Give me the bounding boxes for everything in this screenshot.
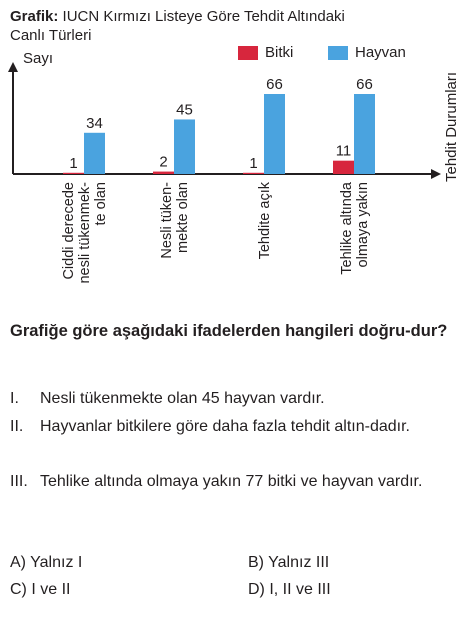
option-a-letter: A) xyxy=(10,554,26,571)
bar-bitki-1 xyxy=(63,173,84,174)
data-label-hayvan-1: 34 xyxy=(86,114,103,132)
bar-hayvan-2 xyxy=(174,119,195,174)
category-label-1-line-1: Ciddi derecede xyxy=(61,182,77,280)
chart-title-label: Grafik: xyxy=(10,8,59,25)
chart-subtitle: Canlı Türleri xyxy=(10,27,92,44)
option-d-letter: D) xyxy=(248,581,265,598)
option-a-text: Yalnız I xyxy=(30,554,83,571)
data-label-bitki-2: 2 xyxy=(159,153,168,171)
question-text: Grafiğe göre aşağıdaki ifadelerden hangileri doğru-dur? xyxy=(10,322,448,340)
option-b-text: Yalnız III xyxy=(268,554,330,571)
category-label-3 xyxy=(257,181,273,259)
data-label-bitki-3: 1 xyxy=(249,154,258,172)
category-label-2-line-1: Nesli tüken- xyxy=(159,182,175,259)
option-d-text: I, II ve III xyxy=(269,581,331,598)
data-label-hayvan-2: 45 xyxy=(176,101,193,119)
data-label-bitki-4: 11 xyxy=(335,142,352,160)
option-b[interactable] xyxy=(248,553,329,573)
option-a[interactable] xyxy=(10,553,82,573)
bar-hayvan-4 xyxy=(354,94,375,174)
option-b-letter: B) xyxy=(248,554,264,571)
statement-1-text: Nesli tükenmekte olan 45 hayvan vardır. xyxy=(40,390,325,407)
statement-3-number: III. xyxy=(10,473,28,490)
data-label-bitki-1: 1 xyxy=(69,154,78,172)
category-label-1-line-2: nesli tükenmek- xyxy=(77,182,93,284)
category-label-2-line-2: mekte olan xyxy=(175,182,191,253)
legend-label-bitki: Bitki xyxy=(265,44,294,61)
data-label-hayvan-4: 66 xyxy=(356,76,373,93)
option-d[interactable] xyxy=(248,580,331,600)
category-label-4-line-2: olmaya yakın xyxy=(355,182,371,268)
statement-2-number: II. xyxy=(10,418,24,435)
option-c-letter: C) xyxy=(10,581,27,598)
chart-title-text: IUCN Kırmızı Listeye Göre Tehdit Altındaki xyxy=(62,8,345,25)
category-label-3-line-1: Tehdite açık xyxy=(257,182,273,260)
option-c-text: I ve II xyxy=(31,581,71,598)
statement-1 xyxy=(10,386,465,411)
category-label-1 xyxy=(61,182,109,284)
category-label-4-line-1: Tehlike altında xyxy=(339,182,355,275)
bar-bitki-2 xyxy=(153,172,174,174)
x-axis-arrow xyxy=(431,169,441,179)
legend-label-hayvan: Hayvan xyxy=(355,44,406,61)
data-label-hayvan-3: 66 xyxy=(266,76,283,93)
statement-2 xyxy=(10,414,465,439)
category-label-4 xyxy=(339,181,371,275)
statement-3-text: Tehlike altında olmaya yakın 77 bitki ve hayvan vardır. xyxy=(40,473,423,490)
bar-hayvan-3 xyxy=(264,94,285,174)
y-axis-arrow xyxy=(8,62,18,72)
category-label-2 xyxy=(159,182,191,259)
statement-2-text: Hayvanlar bitkilere göre daha fazla tehdit altın-dadır. xyxy=(40,418,410,435)
bar-bitki-4 xyxy=(333,161,354,174)
y-axis-label: Sayı xyxy=(23,50,54,67)
statement-1-number: I. xyxy=(10,390,19,407)
x-axis-label: Tehdit Durumları xyxy=(443,71,460,182)
option-c[interactable] xyxy=(10,580,70,600)
bar-hayvan-1 xyxy=(84,133,105,174)
statement-3 xyxy=(10,469,465,494)
bar-bitki-3 xyxy=(243,173,264,174)
category-label-1-line-3: te olan xyxy=(93,182,109,226)
